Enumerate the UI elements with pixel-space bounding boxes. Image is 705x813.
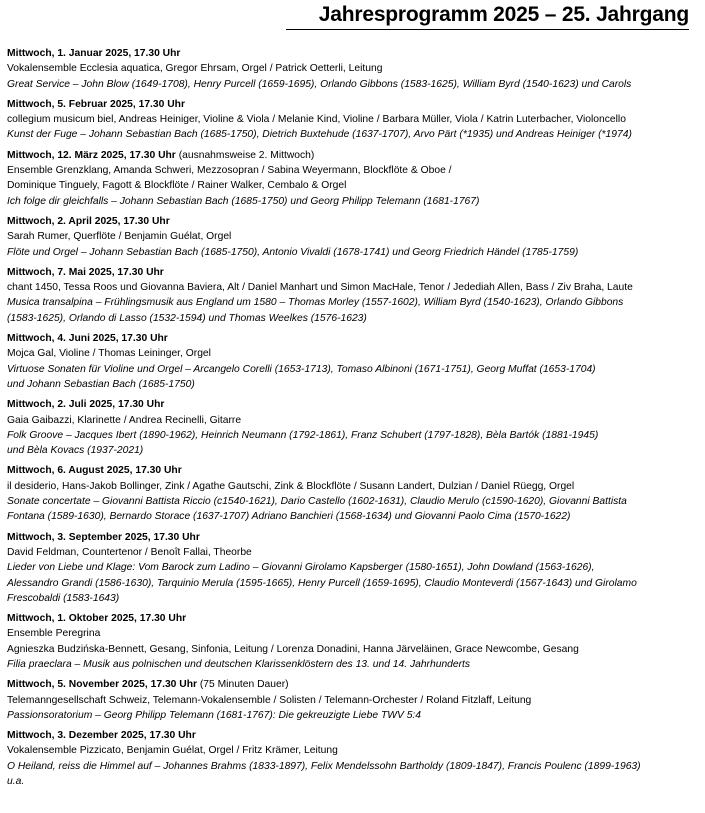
event-performers: Sarah Rumer, Querflöte / Benjamin Guélat, Orgel: [7, 231, 232, 243]
event-date-line: [7, 611, 697, 626]
event-date: Mittwoch, 2. April 2025, 17.30 Uhr: [7, 215, 170, 227]
event-date: Mittwoch, 1. Januar 2025, 17.30 Uhr: [7, 48, 181, 59]
event-performers: David Feldman, Countertenor / Benoît Fallai, Theorbe: [7, 546, 252, 558]
event-program: Great Service – John Blow (1649-1708), Henry Purcell (1659-1695), Orlando Gibbons (1583-1625), William Byrd (1540-1623) und Carols: [7, 78, 632, 90]
event-performers: Agnieszka Budzińska-Bennett, Gesang, Sinfonia, Leitung / Lorenza Donadini, Hanna Järveläinen, Grace Newcombe, Gesang: [7, 643, 579, 655]
event-program: Lieder von Liebe und Klage: Vom Barock zum Ladino – Giovanni Girolamo Kapsberger (1580-1651), John Dowland (1563-1626),: [7, 562, 595, 574]
event-program: Passionsoratorium – Georg Philipp Telemann (1681-1767): Die gekreuzigte Liebe TWV 5:4: [7, 709, 422, 721]
event-date-line: [7, 530, 697, 545]
event-date: Mittwoch, 7. Mai 2025, 17.30 Uhr: [7, 266, 164, 278]
event-performers: Gaia Gaibazzi, Klarinette / Andrea Recinelli, Gitarre: [7, 414, 242, 426]
event-date: Mittwoch, 1. Oktober 2025, 17.30 Uhr: [7, 613, 187, 625]
event-entry: [7, 728, 697, 789]
event-program: Virtuose Sonaten für Violine und Orgel – Arcangelo Corelli (1653-1713), Tomaso Albinoni (1671-1751), Georg Muffat (1653-1704): [7, 363, 596, 375]
event-performers: Mojca Gal, Violine / Thomas Leininger, Orgel: [7, 348, 211, 360]
event-performers: chant 1450, Tessa Roos und Giovanna Baviera, Alt / Daniel Manhart und Simon MacHale, Tenor / Jedediah Allen, Bass / Ziv Braha, Laute: [7, 282, 633, 294]
event-entry: [7, 148, 697, 209]
event-date-line: [7, 46, 697, 61]
event-performers: Telemanngesellschaft Schweiz, Telemann-Vokalensemble / Solisten / Telemann-Orchester / Roland Fitzlaff, Leitung: [7, 694, 532, 706]
event-performers: collegium musicum biel, Andreas Heiniger, Violine & Viola / Melanie Kind, Violine / Barbara Müller, Viola / Katrin Luterbacher, Violoncello: [7, 114, 626, 126]
event-program: Flöte und Orgel – Johann Sebastian Bach (1685-1750), Antonio Vivaldi (1678-1741) und Georg Friedrich Händel (1785-1759): [7, 246, 579, 258]
event-program: Musica transalpina – Frühlingsmusik aus England um 1580 – Thomas Morley (1557-1602), William Byrd (1540-1623), Orlando Gibbons: [7, 297, 624, 309]
event-date: Mittwoch, 3. September 2025, 17.30 Uhr: [7, 531, 200, 543]
event-date-line: [7, 677, 697, 692]
event-note: (75 Minuten Dauer): [197, 679, 289, 691]
event-entry: [7, 677, 697, 723]
title-underline: [286, 29, 689, 30]
event-date: Mittwoch, 3. Dezember 2025, 17.30 Uhr: [7, 730, 196, 742]
event-performers: il desiderio, Hans-Jakob Bollinger, Zink / Agathe Gautschi, Zink & Blockflöte / Susann Landert, Dulzian / Daniel Rüegg, Orgel: [7, 480, 575, 492]
event-date-line: [7, 331, 697, 346]
event-date: Mittwoch, 5. Februar 2025, 17.30 Uhr: [7, 98, 185, 110]
event-date-line: [7, 148, 697, 163]
event-performers: Ensemble Grenzklang, Amanda Schweri, Mezzosopran / Sabina Weyermann, Blockflöte & Oboe /: [7, 165, 452, 177]
event-program: und Johann Sebastian Bach (1685-1750): [7, 378, 195, 390]
event-date: Mittwoch, 5. November 2025, 17.30 Uhr: [7, 679, 197, 691]
event-program: Folk Groove – Jacques Ibert (1890-1962), Heinrich Neumann (1792-1861), Franz Schubert (1797-1828), Bèla Bartók (1881-1945): [7, 429, 599, 441]
event-entry: [7, 463, 697, 524]
event-entry: [7, 97, 697, 143]
event-date-line: [7, 728, 697, 743]
event-program: Alessandro Grandi (1586-1630), Tarquinio Merula (1595-1665), Henry Purcell (1659-1695), Claudio Monteverdi (1567-1643) und Girolamo: [7, 577, 637, 589]
event-entry: [7, 214, 697, 260]
event-program: O Heiland, reiss die Himmel auf – Johannes Brahms (1833-1897), Felix Mendelssohn Bartholdy (1809-1847), Francis Poulenc (1899-1963): [7, 760, 641, 772]
event-entry: [7, 611, 697, 672]
event-program: und Bèla Kovacs (1937-2021): [7, 445, 144, 457]
event-date-line: [7, 214, 697, 229]
event-entry: [7, 331, 697, 392]
event-date: Mittwoch, 12. März 2025, 17.30 Uhr: [7, 149, 176, 161]
event-date: Mittwoch, 6. August 2025, 17.30 Uhr: [7, 465, 182, 477]
event-entry: [7, 530, 697, 606]
event-date-line: [7, 463, 697, 478]
event-performers: Dominique Tinguely, Fagott & Blockflöte / Rainer Walker, Cembalo & Orgel: [7, 180, 347, 192]
event-program: Fontana (1589-1630), Bernardo Storace (1637-1707) Adriano Banchieri (1568-1634) und Giovanni Paolo Cima (1570-1622): [7, 511, 571, 523]
event-performers: Ensemble Peregrina: [7, 628, 101, 640]
page-title: Jahresprogramm 2025 – 25. Jahrgang: [318, 3, 689, 26]
event-date-line: [7, 397, 697, 412]
event-date-line: [7, 97, 697, 112]
event-program: Ich folge dir gleichfalls – Johann Sebastian Bach (1685-1750) und Georg Philipp Telemann (1681-1767): [7, 195, 480, 207]
event-program: Kunst der Fuge – Johann Sebastian Bach (1685-1750), Dietrich Buxtehude (1637-1707), Arvo Pärt (*1935) und Andreas Heiniger (*1974): [7, 129, 632, 141]
event-program: Frescobaldi (1583-1643): [7, 592, 120, 604]
event-entry: [7, 46, 697, 92]
event-program: Filia praeclara – Musik aus polnischen und deutschen Klarissenklöstern des 13. und 14. Jahrhunderts: [7, 658, 471, 670]
event-date-line: [7, 265, 697, 280]
event-performers: Vokalensemble Ecclesia aquatica, Gregor Ehrsam, Orgel / Patrick Oetterli, Leitung: [7, 63, 383, 75]
event-program: (1583-1625), Orlando di Lasso (1532-1594) und Thomas Weelkes (1576-1623): [7, 312, 367, 324]
event-entry: [7, 265, 697, 326]
event-program: u.a.: [7, 776, 25, 788]
event-date: Mittwoch, 4. Juni 2025, 17.30 Uhr: [7, 333, 168, 345]
event-note: (ausnahmsweise 2. Mittwoch): [175, 149, 315, 161]
event-program: Sonate concertate – Giovanni Battista Riccio (c1540-1621), Dario Castello (1602-1631), Claudio Merulo (c1590-1620), Giovanni Battista: [7, 496, 627, 508]
event-date: Mittwoch, 2. Juli 2025, 17.30 Uhr: [7, 399, 165, 411]
event-performers: Vokalensemble Pizzicato, Benjamin Guélat, Orgel / Fritz Krämer, Leitung: [7, 745, 338, 757]
event-list: [7, 46, 697, 794]
event-entry: [7, 397, 697, 458]
